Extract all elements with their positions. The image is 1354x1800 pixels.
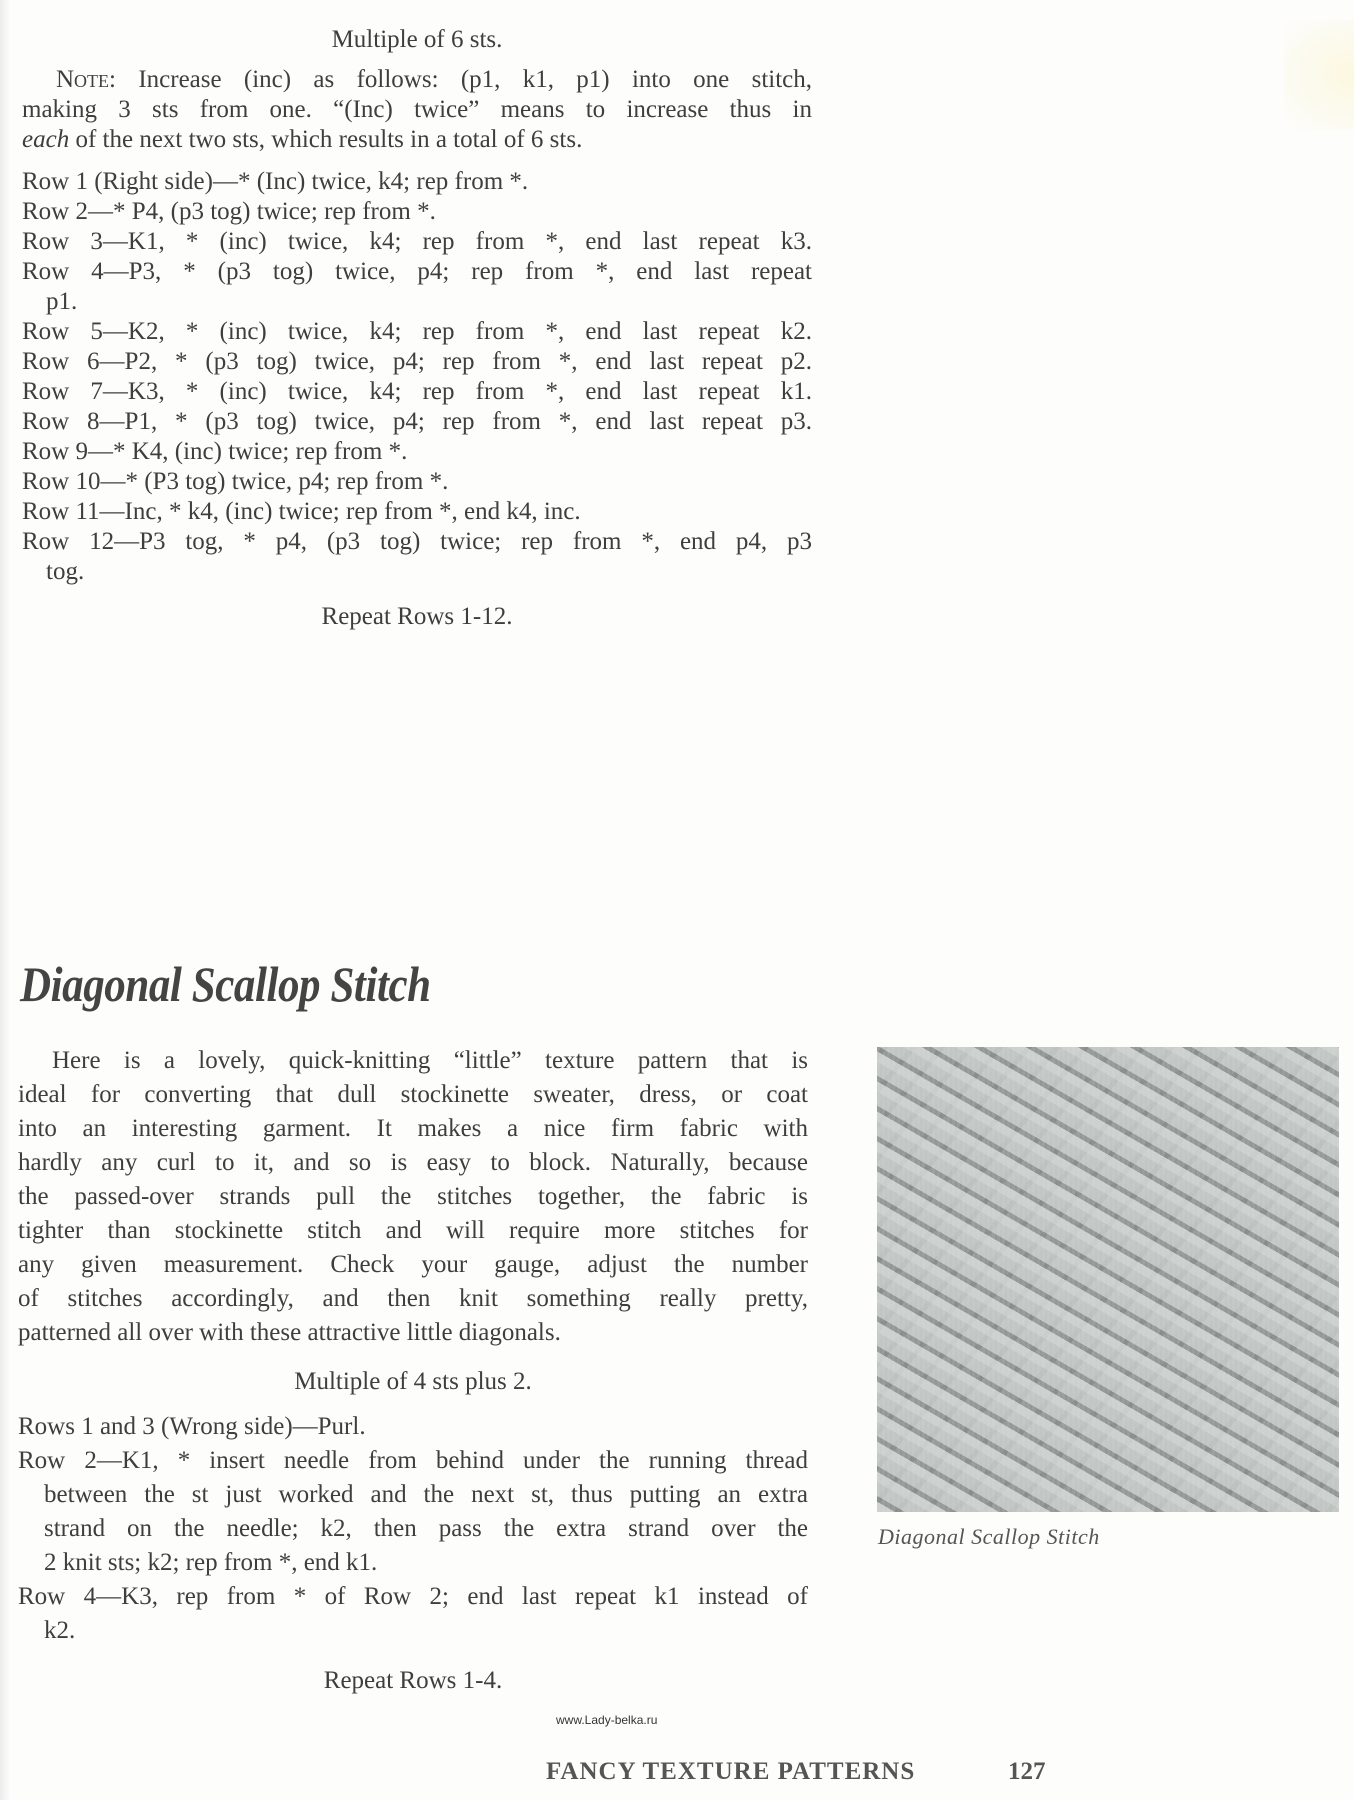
repeat-instruction: Repeat Rows 1-12.: [321, 603, 513, 630]
row-instruction: Row 2—* P4, (p3 tog) twice; rep from *.: [22, 198, 436, 225]
knit-swatch-photo: [877, 1047, 1339, 1512]
watermark: www.Lady-belka.ru: [556, 1713, 658, 1727]
intro-line: tighter than stockinette stitch and will require more stitches for: [18, 1217, 808, 1244]
row-instruction: Row 2—K1, * insert needle from behind under the running thread: [18, 1447, 808, 1474]
intro-line: hardly any curl to it, and so is easy to block. Naturally, because: [18, 1149, 808, 1176]
row-instruction-continued: between the st just worked and the next st, thus putting an extra: [44, 1481, 808, 1508]
row-instruction: Row 11—Inc, * k4, (inc) twice; rep from *, end k4, inc.: [22, 498, 581, 525]
photo-caption: Diagonal Scallop Stitch: [878, 1524, 1100, 1549]
running-head: FANCY TEXTURE PATTERNS: [546, 1758, 916, 1785]
row-instruction: Row 10—* (P3 tog) twice, p4; rep from *.: [22, 468, 449, 495]
row-instruction: Rows 1 and 3 (Wrong side)—Purl.: [18, 1413, 366, 1440]
note-line-1: Note: Increase (inc) as follows: (p1, k1, p1) into one stitch,: [56, 66, 812, 93]
row-instruction: Row 12—P3 tog, * p4, (p3 tog) twice; rep from *, end p4, p3: [22, 528, 812, 555]
row-instruction: Row 6—P2, * (p3 tog) twice, p4; rep from *, end last repeat p2.: [22, 348, 812, 375]
row-instruction: Row 9—* K4, (inc) twice; rep from *.: [22, 438, 408, 465]
paper-stain: [1284, 20, 1354, 130]
row-instruction-continued: p1.: [46, 288, 78, 315]
note-line-2: making 3 sts from one. “(Inc) twice” means to increase thus in: [22, 96, 812, 123]
row-instruction: Row 7—K3, * (inc) twice, k4; rep from *, end last repeat k1.: [22, 378, 812, 405]
pattern-title: Diagonal Scallop Stitch: [20, 956, 431, 1012]
row-instruction-continued: strand on the needle; k2, then pass the extra strand over the: [44, 1515, 808, 1542]
multiple-note: Multiple of 6 sts.: [331, 26, 503, 53]
intro-line: any given measurement. Check your gauge, adjust the number: [18, 1251, 808, 1278]
intro-line: patterned all over with these attractive little diagonals.: [18, 1319, 561, 1346]
intro-line: of stitches accordingly, and then knit something really pretty,: [18, 1285, 808, 1312]
page-gutter-shadow: [0, 0, 10, 1800]
intro-line: ideal for converting that dull stockinette sweater, dress, or coat: [18, 1081, 808, 1108]
intro-line: the passed-over strands pull the stitches together, the fabric is: [18, 1183, 808, 1210]
row-instruction-continued: k2.: [44, 1617, 76, 1644]
repeat-instruction: Repeat Rows 1-4.: [323, 1667, 503, 1694]
row-instruction: Row 4—P3, * (p3 tog) twice, p4; rep from *, end last repeat: [22, 258, 812, 285]
row-instruction: Row 3—K1, * (inc) twice, k4; rep from *, end last repeat k3.: [22, 228, 812, 255]
emphasis-each: each: [22, 126, 70, 153]
note-line-3: each of the next two sts, which results in a total of 6 sts.: [22, 126, 583, 153]
row-instruction-continued: tog.: [46, 558, 85, 585]
multiple-note: Multiple of 4 sts plus 2.: [294, 1368, 532, 1395]
row-instruction: Row 8—P1, * (p3 tog) twice, p4; rep from *, end last repeat p3.: [22, 408, 812, 435]
note-label: Note:: [56, 66, 116, 93]
row-instruction-continued: 2 knit sts; k2; rep from *, end k1.: [44, 1549, 378, 1576]
intro-line: into an interesting garment. It makes a nice firm fabric with: [18, 1115, 808, 1142]
page-number: 127: [1008, 1758, 1046, 1785]
row-instruction: Row 1 (Right side)—* (Inc) twice, k4; rep from *.: [22, 168, 529, 195]
intro-line: Here is a lovely, quick-knitting “little” texture pattern that is: [52, 1047, 808, 1074]
row-instruction: Row 5—K2, * (inc) twice, k4; rep from *, end last repeat k2.: [22, 318, 812, 345]
row-instruction: Row 4—K3, rep from * of Row 2; end last repeat k1 instead of: [18, 1583, 808, 1610]
